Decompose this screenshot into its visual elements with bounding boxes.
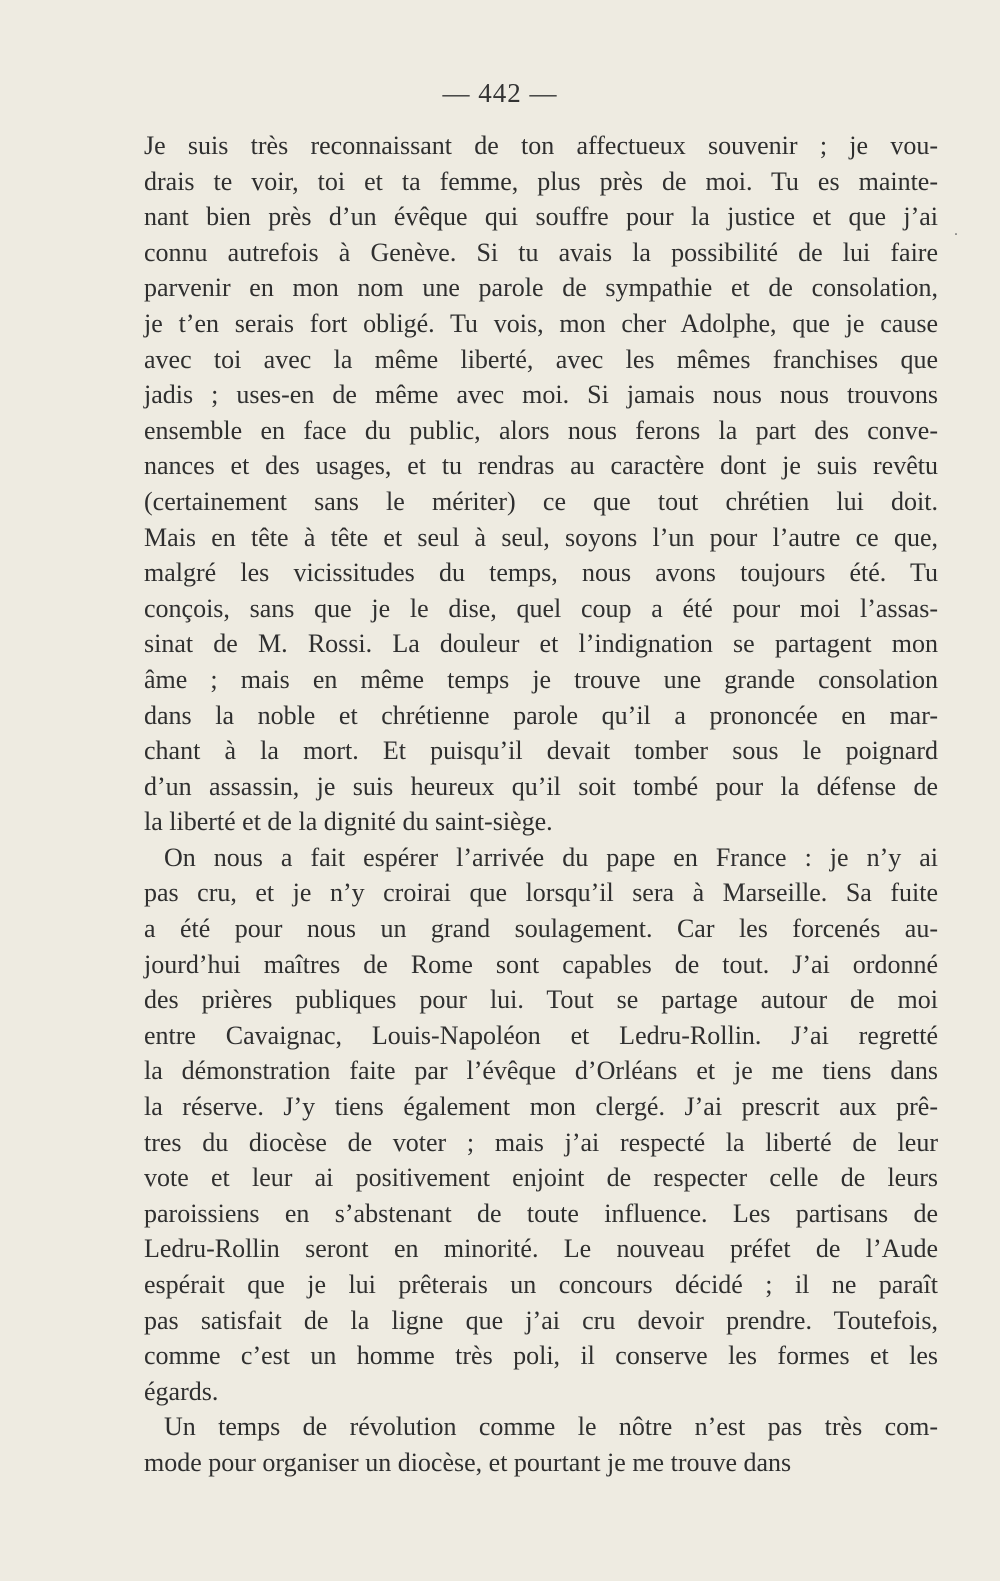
text-line: Je suis très reconnaissant de ton affectueux souvenir ; je vou- (144, 131, 938, 160)
text-line: Ledru-Rollin seront en minorité. Le nouveau préfet de l’Aude (144, 1234, 938, 1264)
text-line: On nous a fait espérer l’arrivée du pape en France : je n’y ai (164, 842, 938, 872)
text-line: a été pour nous un grand soulagement. Car les forcenés au- (144, 914, 938, 944)
text-line: sinat de M. Rossi. La douleur et l’indignation se partagent mon (144, 629, 938, 659)
text-line: je t’en serais fort obligé. Tu vois, mon cher Adolphe, que je cause (144, 308, 938, 338)
text-line: jadis ; uses-en de même avec moi. Si jamais nous nous trouvons (144, 380, 938, 410)
text-line: la démonstration faite par l’évêque d’Orléans et je me tiens dans (144, 1056, 938, 1086)
text-line: des prières publiques pour lui. Tout se partage autour de moi (144, 985, 938, 1015)
text-line: d’un assassin, je suis heureux qu’il soit tombé pour la défense de (144, 771, 938, 801)
text-line: avec toi avec la même liberté, avec les mêmes franchises que (144, 344, 938, 374)
paragraph (144, 1409, 938, 1480)
text-line: comme c’est un homme très poli, il conserve les formes et les (144, 1341, 938, 1371)
text-line: mode pour organiser un diocèse, et pourtant je me trouve dans (144, 1447, 792, 1477)
paragraph (144, 128, 938, 840)
text-line: Mais en tête à tête et seul à seul, soyons l’un pour l’autre ce que, (144, 522, 938, 552)
text-line: conçois, sans que je le dise, quel coup a été pour moi l’assas- (144, 593, 938, 623)
text-line: paroissiens en s’abstenant de toute influence. Les partisans de (144, 1198, 938, 1228)
text-line: vote et leur ai positivement enjoint de respecter celle de leurs (144, 1163, 938, 1193)
text-line: la réserve. J’y tiens également mon clergé. J’ai prescrit aux prê- (144, 1092, 938, 1122)
text-line: pas satisfait de la ligne que j’ai cru devoir prendre. Toutefois, (144, 1305, 938, 1335)
text-line: drais te voir, toi et ta femme, plus près de moi. Tu es mainte- (144, 166, 938, 196)
text-line: nances et des usages, et tu rendras au caractère dont je suis revêtu (144, 451, 938, 481)
margin-dot-mark: . (954, 222, 958, 239)
text-line: espérait que je lui prêterais un concours décidé ; il ne paraît (144, 1270, 938, 1299)
text-line: parvenir en mon nom une parole de sympathie et de consolation, (144, 273, 938, 303)
text-line: chant à la mort. Et puisqu’il devait tomber sous le poignard (144, 736, 938, 766)
body-text (144, 128, 938, 1481)
text-line: nant bien près d’un évêque qui souffre pour la justice et que j’ai (144, 202, 938, 232)
text-line: pas cru, et je n’y croirai que lorsqu’il sera à Marseille. Sa fuite (144, 878, 938, 908)
text-line: ensemble en face du public, alors nous ferons la part des conve- (144, 415, 938, 445)
text-line: malgré les vicissitudes du temps, nous avons toujours été. Tu (144, 558, 938, 588)
paragraph (144, 840, 938, 1410)
text-line: égards. (144, 1376, 219, 1406)
text-line: entre Cavaignac, Louis-Napoléon et Ledru-Rollin. J’ai regretté (144, 1020, 938, 1050)
text-line: âme ; mais en même temps je trouve une grande consolation (144, 664, 938, 694)
text-line: dans la noble et chrétienne parole qu’il a prononcée en mar- (144, 700, 938, 730)
text-line: Un temps de révolution comme le nôtre n’est pas très com- (164, 1412, 938, 1442)
text-line: (certainement sans le mériter) ce que tout chrétien lui doit. (144, 486, 938, 516)
text-line: jourd’hui maîtres de Rome sont capables de tout. J’ai ordonné (144, 949, 938, 979)
text-line: tres du diocèse de voter ; mais j’ai respecté la liberté de leur (144, 1127, 938, 1157)
text-line: connu autrefois à Genève. Si tu avais la possibilité de lui faire (144, 237, 938, 267)
text-line: la liberté et de la dignité du saint-siège. (144, 807, 553, 837)
page-number: — 442 — (442, 78, 558, 108)
